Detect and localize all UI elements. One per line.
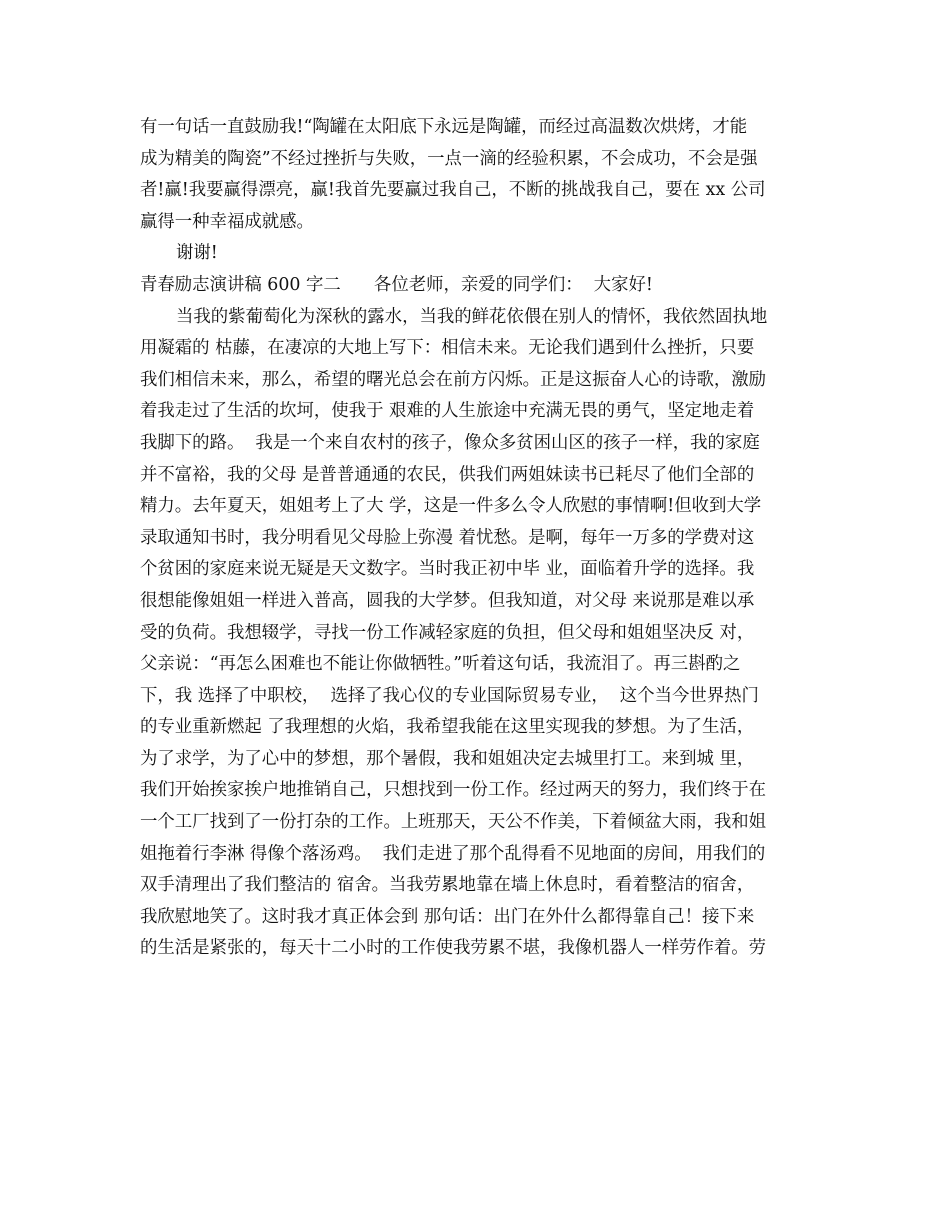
text-line: 我脚下的路。 我是一个来自农村的孩子，像众多贫困山区的孩子一样，我的家庭: [140, 432, 760, 453]
text-line: 用凝霜的 枯藤，在凄凉的大地上写下：相信未来。无论我们遇到什么挫折，只要: [140, 338, 755, 359]
text-line: 精力。去年夏天，姐姐考上了大 学，这是一件多么令人欣慰的事情啊!但收到大学: [140, 496, 762, 517]
document-body: [140, 112, 820, 965]
text-line: 很想能像姐姐一样进入普高，圆我的大学梦。但我知道，对父母 来说那是难以承: [140, 590, 755, 611]
text-line: 青春励志演讲稿 600 字二 各位老师，亲爱的同学们： 大家好!: [140, 274, 653, 295]
text-line: 的专业重新燃起 了我理想的火焰，我希望我能在这里实现我的梦想。为了生活，: [140, 717, 755, 738]
text-line: 着我走过了生活的坎坷，使我于 艰难的人生旅途中充满无畏的勇气，坚定地走着: [140, 401, 755, 422]
text-line: 我们相信未来，那么，希望的曙光总会在前方闪烁。正是这振奋人心的诗歌，激励: [140, 369, 767, 390]
text-line: 下，我 选择了中职校， 选择了我心仪的专业国际贸易专业， 这个当今世界热门: [140, 685, 759, 706]
text-line: 有一句话一直鼓励我!“陶罐在太阳底下永远是陶罐，而经过高温数次烘烤，才能: [140, 117, 748, 137]
text-line: 一个工厂找到了一份打杂的工作。上班那天，天公不作美，下着倾盆大雨，我和姐: [140, 812, 767, 833]
text-line: 我欣慰地笑了。这时我才真正体会到 那句话：出门在外什么都得靠自己！接下来: [140, 906, 755, 927]
text-line: 姐拖着行李淋 得像个落汤鸡。 我们走进了那个乱得看不见地面的房间，用我们的: [140, 843, 766, 864]
text-line: 为了求学，为了心中的梦想，那个暑假，我和姐姐决定去城里打工。来到城 里，: [140, 748, 755, 769]
text-line: 并不富裕，我的父母 是普普通通的农民，供我们两姐妹读书已耗尽了他们全部的: [140, 464, 755, 485]
text-line: 成为精美的陶瓷”不经过挫折与失败，一点一滴的经验积累，不会成功，不会是强: [140, 148, 758, 169]
text-line: 谢谢!: [176, 243, 218, 264]
text-line: 当我的紫葡萄化为深秋的露水，当我的鲜花依偎在别人的情怀，我依然固执地: [176, 306, 768, 327]
text-line: 个贫困的家庭来说无疑是天文数字。当时我正初中毕 业，面临着升学的选择。我: [140, 559, 755, 580]
text-line: 赢得一种幸福成就感。: [140, 211, 314, 232]
text-line: 者!赢!我要赢得漂亮，赢!我首先要赢过我自己，不断的挑战我自己，要在 xx 公司: [140, 180, 766, 201]
text-line: 录取通知书时，我分明看见父母脸上弥漫 着忧愁。是啊，每年一万多的学费对这: [140, 527, 755, 548]
text-line: 我们开始挨家挨户地推销自己，只想找到一份工作。经过两天的努力，我们终于在: [140, 780, 767, 801]
text-line: 的生活是紧张的，每天十二小时的工作使我劳累不堪，我像机器人一样劳作着。劳: [140, 938, 767, 959]
text-line: 父亲说：“再怎么困难也不能让你做牺牲。”听着这句话，我流泪了。再三斟酌之: [140, 654, 741, 675]
text-line: 受的负荷。我想辍学，寻找一份工作减轻家庭的负担，但父母和姐姐坚决反 对，: [140, 622, 755, 643]
text-line: 双手清理出了我们整洁的 宿舍。当我劳累地靠在墙上休息时，看着整洁的宿舍，: [140, 875, 755, 896]
